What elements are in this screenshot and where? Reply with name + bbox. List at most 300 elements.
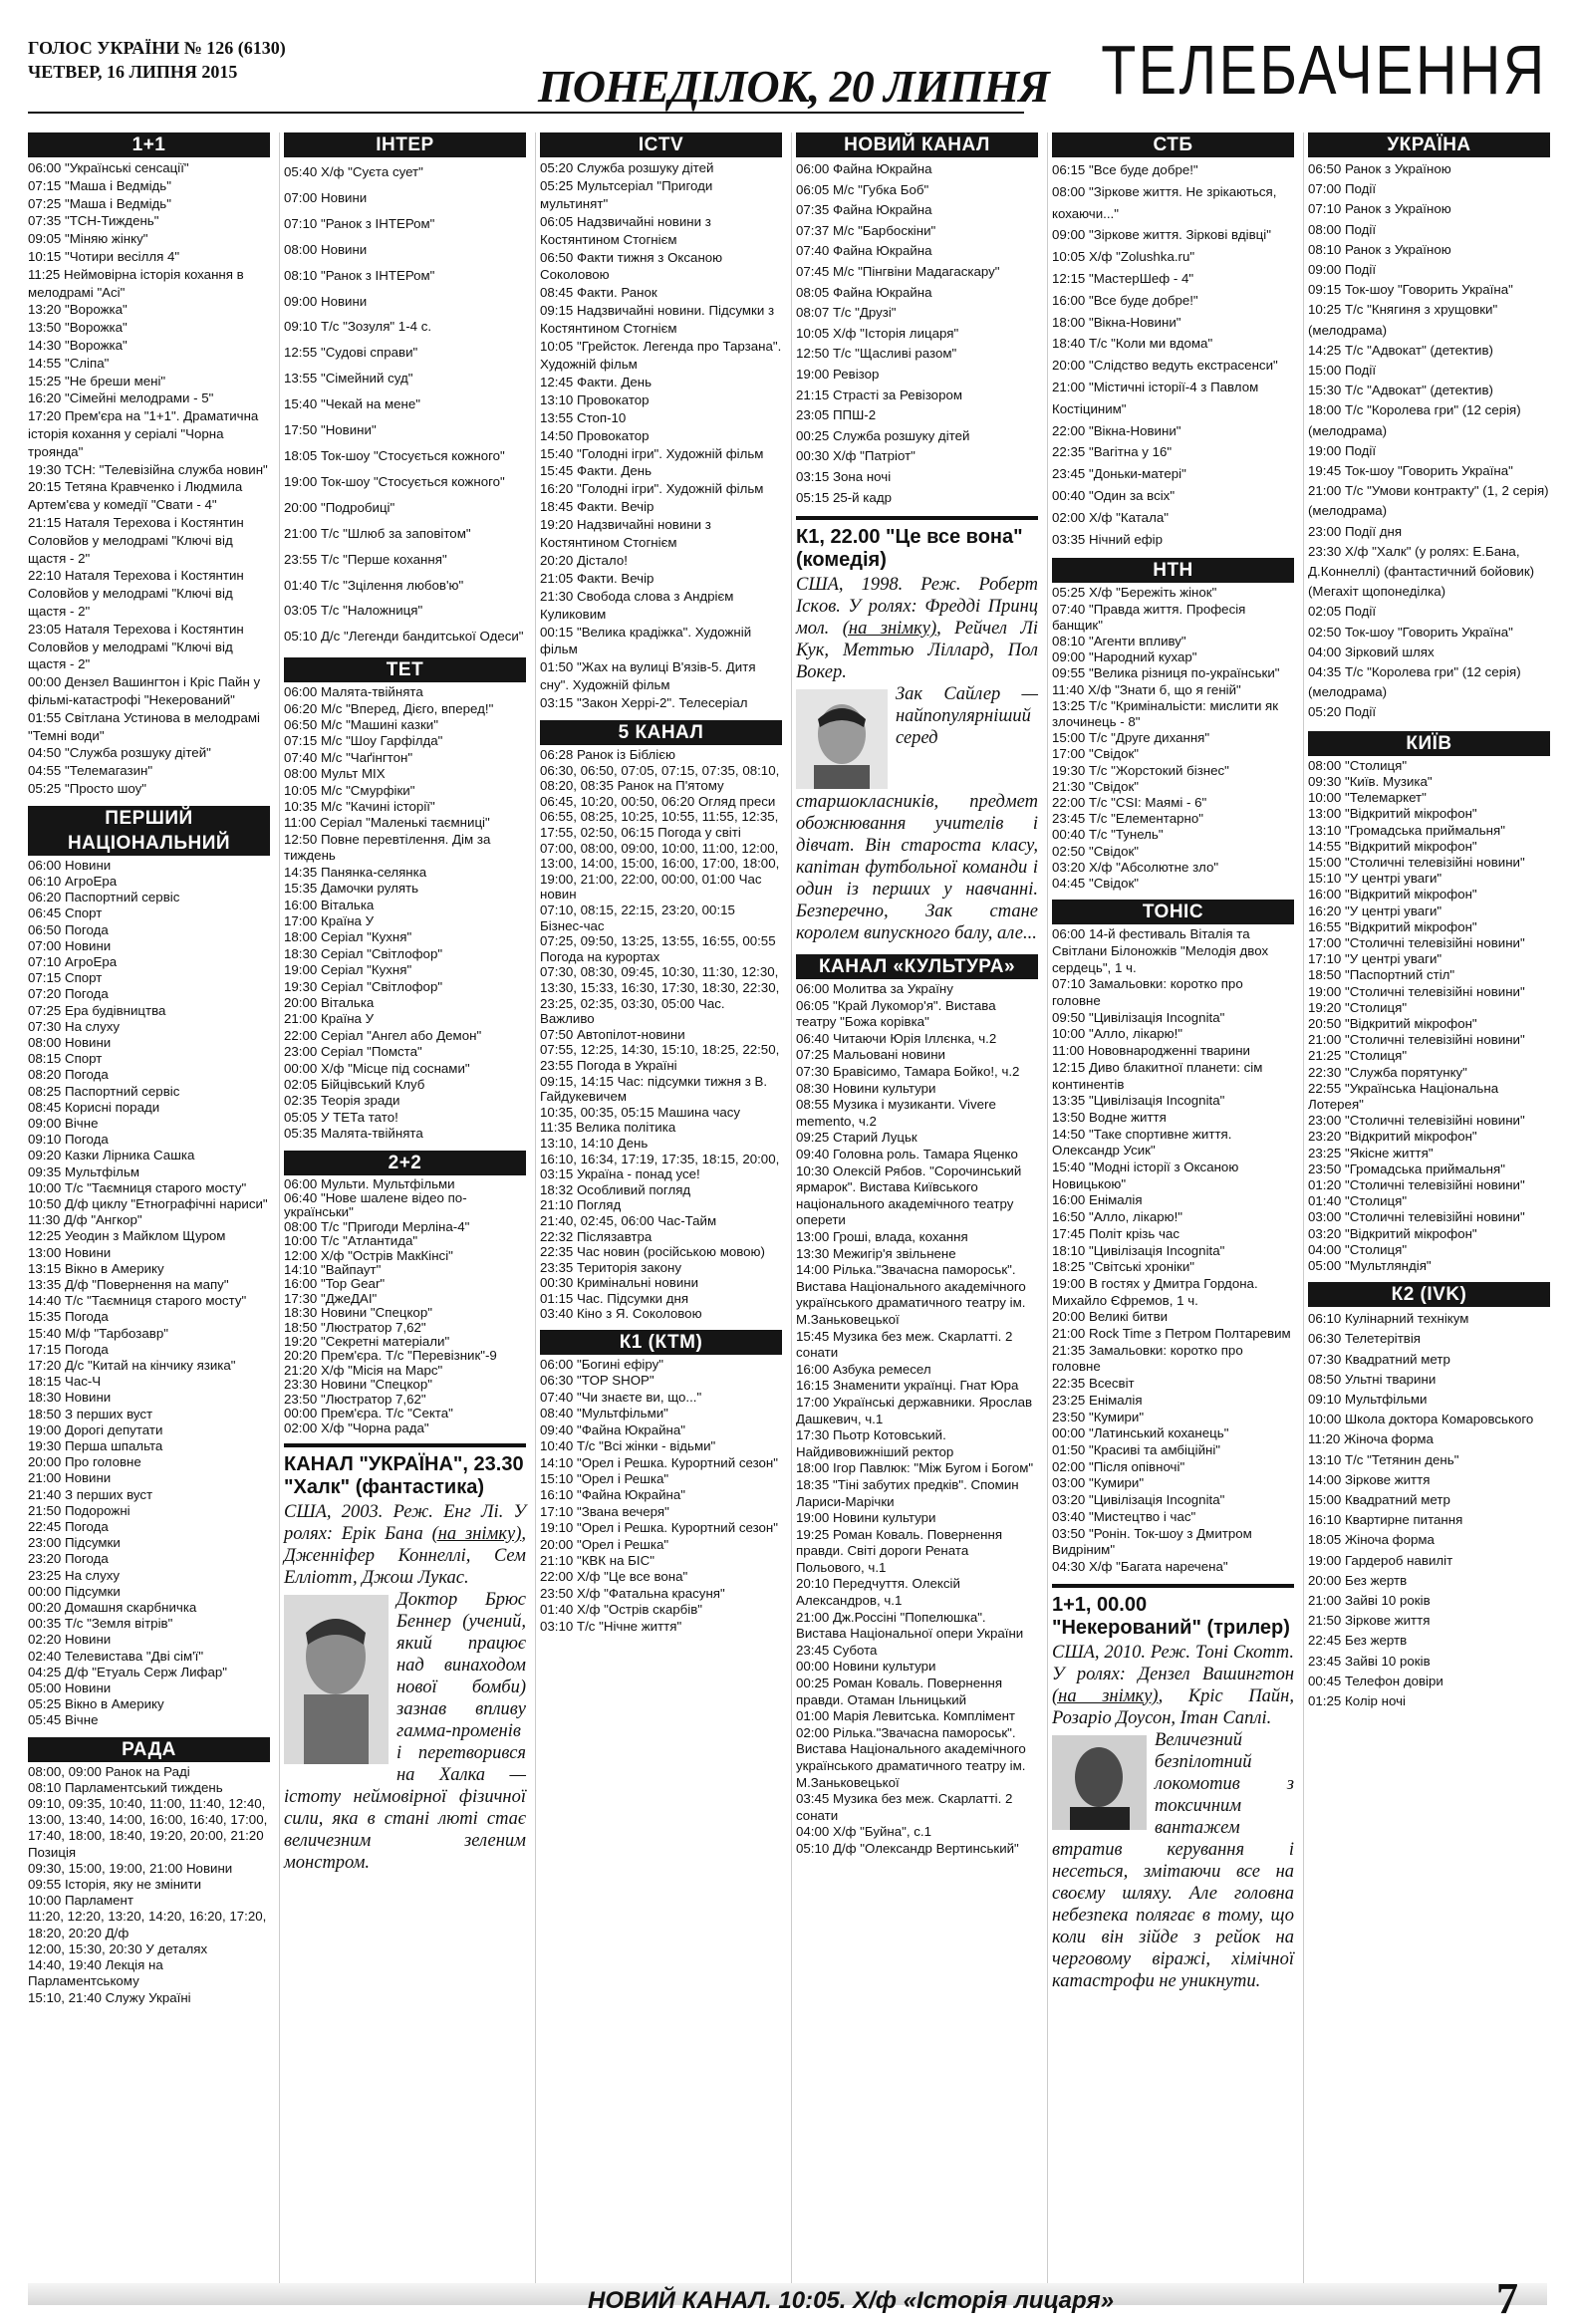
program-item: 21:00 Зайві 10 років [1308, 1593, 1431, 1609]
program-item: 09:55 "Велика різниця по-українськи" [1052, 665, 1280, 681]
program-item: 19:00 Дорогі депутати [28, 1421, 163, 1437]
program-item: 05:10 Д/с "Легенди бандитської Одеси" [284, 629, 524, 645]
program-item: 23:25 На слуху [28, 1567, 121, 1583]
program-item: 23:00 "Столичні телевізійні новини" [1308, 1113, 1525, 1129]
divider [791, 132, 792, 2284]
program-item: 08:30 Новини культури [796, 1080, 936, 1096]
program-item: 14:10 "Орел і Решка. Курортний сезон" [540, 1454, 778, 1470]
program-item: 17:50 "Новини" [284, 422, 377, 438]
header-rule [28, 112, 1024, 114]
channel-title: ТОНІС [1052, 900, 1294, 924]
program-item: 12:00 Х/ф "Острів МакКінсі" [284, 1247, 453, 1263]
program-item: 15:40 "Голодні ігри". Художній фільм [540, 445, 764, 461]
program-item: 14:35 Панянка-селянка [284, 864, 427, 880]
program-item: 08:40 "Мультфільми" [540, 1406, 668, 1421]
program-item: 07:40 "Чи знаєте ви, що..." [540, 1389, 702, 1405]
program-item: 10:00 Т/с "Таємниця старого мосту" [28, 1179, 247, 1195]
program-item: 08:55 Музика і музиканти. Vivere memento, ч.2 [796, 1097, 996, 1129]
channel-1plus1 [28, 132, 270, 798]
program-item: 18:00 "Вікна-Новини" [1052, 314, 1181, 330]
program-item: 16:15 Знаменити українці. Гнат Юра [796, 1378, 1019, 1394]
program-item: 03:35 Нічний ефір [1052, 531, 1164, 547]
program-item: 10:00 Парламент [28, 1893, 133, 1909]
program-item: 13:25 Т/с "Кримінальісти: мислити як злочинець - 8" [1052, 697, 1279, 729]
program-item: 02:00 Х/ф "Чорна рада" [284, 1420, 429, 1435]
channel-pershyi [28, 806, 270, 1729]
program-item: 21:50 Зіркове життя [1308, 1613, 1431, 1629]
program-item: 13:00 Новини [28, 1244, 112, 1260]
program-item: 11:00 Нововнародженні тварини [1052, 1043, 1250, 1059]
channel-title: ІНТЕР [284, 132, 526, 157]
program-item: 19:00 "Столичні телевізійні новини" [1308, 983, 1525, 999]
program-item: 14:55 "Сліпа" [28, 355, 110, 371]
program-item: 10:05 М/с "Смурфіки" [284, 782, 415, 798]
program-item: 21:00 Rock Time з Петром Полтаревим [1052, 1326, 1291, 1342]
program-item: 18:05 Жіноча форма [1308, 1532, 1435, 1548]
program-item: 10:00 "Телемаркет" [1308, 790, 1427, 806]
program-item: 11:35 Велика політика [540, 1120, 676, 1136]
program-item: 05:20 Події [1308, 704, 1377, 720]
program-item: 07:15 Спорт [28, 970, 103, 986]
program-item: 10:35, 00:35, 05:15 Машина часу [540, 1104, 741, 1120]
program-item: 21:05 Факти. Вечір [540, 570, 655, 586]
program-item: 17:10 "У центрі уваги" [1308, 951, 1442, 967]
program-item: 00:00 Підсумки [28, 1583, 121, 1599]
program-item: 00:30 Кримінальні новини [540, 1275, 699, 1291]
program-item: 00:35 Т/с "Земля вітрів" [28, 1616, 173, 1632]
program-item: 16:00 Віталька [284, 897, 375, 912]
program-item: 06:00 "Богині ефіру" [540, 1357, 663, 1373]
program-item: 10:05 Х/ф "Zolushka.ru" [1052, 249, 1195, 265]
program-item: 16:20 "Голодні ігри". Художній фільм [540, 481, 764, 497]
program-item: 14:50 "Таке спортивне життя. Олександр Усик" [1052, 1126, 1232, 1159]
program-item: 13:10, 14:10 День [540, 1135, 649, 1151]
program-list [1308, 1309, 1550, 1711]
feature-credits: США, 1998. Реж. Роберт Іскoв. У ролях: Фредді Принц мол. (на знімку), Рейчел Лі Кук, Меттью Ліллард, Пол Вокер. [796, 575, 1039, 683]
program-item: 21:15 Стрaсті за Ревізором [796, 387, 962, 402]
program-item: 13:10 "Громадська приймальня" [1308, 822, 1505, 838]
program-list [1308, 758, 1550, 1275]
channel-novyi [796, 132, 1038, 508]
program-item: 12:15 "МастерШеф - 4" [1052, 270, 1194, 286]
program-item: 02:50 "Свідок" [1052, 843, 1140, 859]
program-item: 14:00 Зіркове життя [1308, 1471, 1431, 1487]
program-item: 06:55, 08:25, 10:25, 10:55, 11:55, 12:35, 17:55, 02:50, 06:15 Погода у світі [540, 809, 779, 841]
program-item: 08:05 Файна Юкрайна [796, 284, 932, 300]
channel-title: СТБ [1052, 132, 1294, 157]
program-item: 08:50 Ультні тварини [1308, 1371, 1437, 1387]
program-item: 11:20 Жіноча форма [1308, 1431, 1434, 1447]
program-list [1308, 159, 1550, 723]
program-item: 06:05 М/с "Губка Боб" [796, 181, 929, 197]
program-item: 00:40 "Один за всіх" [1052, 487, 1176, 503]
program-item: 06:50 Ранок з Україною [1308, 161, 1451, 176]
program-item: 05:00 "Мультляндія" [1308, 1257, 1432, 1273]
program-item: 18:50 "Паспортний стіл" [1308, 967, 1455, 983]
program-item: 07:30 Квадратний метр [1308, 1351, 1450, 1367]
program-item: 09:30 "Київ. Музика" [1308, 773, 1433, 789]
program-list [1052, 159, 1294, 550]
program-item: 16:10, 16:34, 17:19, 17:35, 18:15, 20:00, 03:15 Україна - понад усе! [540, 1151, 780, 1182]
film-feature-unstoppable [1052, 1584, 1294, 1992]
program-item: 16:00 Азбука ремесел [796, 1361, 931, 1377]
program-item: 18:50 "Люстратор 7,62" [284, 1319, 426, 1335]
feature-description: Зак Сайлер — найпопулярніший серед старшокласників, предмет обожнювання учителів і дівчат. Він староста класу, капітан футбольної команди і один із перших у навчанні. Безперечно, Зак стане королем випускного балу, але... [796, 684, 1038, 944]
program-item: 04:00 Х/ф "Буйна", с.1 [796, 1824, 931, 1840]
program-item: 20:00 "Подробиці" [284, 499, 395, 515]
program-item: 13:35 "Цивілізація Incognita" [1052, 1093, 1225, 1109]
program-item: 22:55 "Українська Національна Лотерея" [1308, 1080, 1499, 1112]
program-item: 07:50 Автопілот-новини [540, 1026, 685, 1042]
program-item: 09:40 Головна роль. Тамара Яценко [796, 1147, 1018, 1162]
program-item: 09:00 Вічне [28, 1115, 99, 1131]
program-item: 07:00 Події [1308, 181, 1377, 197]
program-item: 12:50 Т/с "Щасливі разом" [796, 346, 957, 362]
column-6 [1308, 132, 1550, 1719]
program-list [540, 747, 782, 1322]
program-list [796, 981, 1038, 1857]
program-item: 08:10 "Агенти впливу" [1052, 633, 1186, 648]
divider [1047, 132, 1048, 2284]
program-item: 05:10 Д/ф "Олександр Вертинський" [796, 1840, 1019, 1856]
program-item: 08:20 Погода [28, 1067, 109, 1083]
program-item: 05:45 Вічне [28, 1712, 99, 1728]
program-item: 23:45 Т/с "Елементарно" [1052, 811, 1203, 827]
channel-stb [1052, 132, 1294, 550]
program-item: 19:00 Гардероб навиліт [1308, 1552, 1453, 1568]
program-item: 14:25 Т/с "Адвокат" (детектив) [1308, 342, 1493, 358]
program-item: 16:50 "Алло, лікарю!" [1052, 1209, 1183, 1225]
program-item: 10:00 Школа доктора Комаровського [1308, 1412, 1534, 1427]
program-item: 00:30 Х/ф "Патріот" [796, 448, 916, 464]
program-item: 08:00, 09:00 Ранок на Раді [28, 1763, 190, 1779]
program-item: 06:00 Файна Юкрайна [796, 161, 932, 176]
program-item: 23:50 Х/ф "Фатальна красуня" [540, 1585, 725, 1601]
channel-ntn [1052, 558, 1294, 892]
program-list [540, 1357, 782, 1635]
program-item: 22:45 Без жертв [1308, 1633, 1408, 1649]
footer-promo: НОВИЙ КАНАЛ. 10:05. Х/ф «Історія лицаря» [588, 2287, 1115, 2314]
page-header [28, 28, 1547, 120]
program-item: 21:20 Х/ф "Місія на Марс" [284, 1362, 443, 1378]
channel-title: УКРАЇНА [1308, 132, 1550, 157]
program-item: 10:05 "Грейсток. Легенда про Тарзана". Художній фільм [540, 339, 782, 372]
program-item: 07:00 Новини [284, 189, 368, 205]
program-item: 17:10 "Звана вечеря" [540, 1503, 669, 1519]
program-item: 06:20 Паспортний сервіс [28, 890, 180, 905]
program-item: 08:45 Факти. Ранок [540, 285, 657, 301]
program-item: 10:35 М/с "Качині історії" [284, 799, 435, 815]
channel-ukraina [1308, 132, 1550, 723]
film-feature-hulk [284, 1443, 526, 1874]
program-item: 14:30 "Ворожка" [28, 337, 128, 353]
program-item: 18:00 Т/с "Королева гри" (12 серія) (мелодрама) [1308, 402, 1521, 438]
program-item: 06:50 М/с "Машині казки" [284, 717, 438, 733]
program-item: 02:20 Новини [28, 1632, 112, 1648]
program-item: 20:15 Тетяна Кравченко і Людмила Артем'єва у комедії "Свати - 4" [28, 479, 243, 513]
program-item: 23:00 Події дня [1308, 523, 1403, 539]
program-item: 19:00 Ток-шоу "Стосується кожного" [284, 473, 505, 489]
program-item: 21:10 Погляд [540, 1197, 622, 1213]
program-item: 09:10, 09:35, 10:40, 11:00, 11:40, 12:40, 13:00, 13:40, 14:00, 16:00, 16:40, 17:00, 17:40, 18:00, 18:40, 19:20, 20:00, 21:20 Позиція [28, 1796, 268, 1860]
program-item: 02:05 Події [1308, 604, 1377, 620]
program-item: 23:05 ППШ-2 [796, 407, 877, 423]
channel-tonis [1052, 900, 1294, 1575]
program-item: 04:55 "Телемагазин" [28, 763, 153, 779]
program-item: 16:00 Енімалія [1052, 1192, 1143, 1208]
program-list [284, 1177, 526, 1435]
program-item: 04:50 "Служба розшуку дітей" [28, 745, 211, 761]
program-item: 15:00 Події [1308, 363, 1377, 379]
feature-description: Величезний безпілотний локомотив з токсичним вантажем втратив керування і несеться, змітаючи все на своєму шляху. Але головна небезпека полягає в тому, що коли він зійде з рейок на черговому віражі, хімічної катастрофи не уникнути. [1052, 1729, 1294, 1991]
program-item: 10:05 Х/ф "Історія лицаря" [796, 325, 959, 341]
program-item: 00:45 Телефон довіри [1308, 1673, 1443, 1688]
program-item: 09:05 "Міняю жінку" [28, 231, 148, 247]
channel-title: ПЕРШИЙ НАЦІОНАЛЬНИЙ [28, 806, 270, 856]
program-item: 07:10 Ранок з Україною [1308, 201, 1451, 217]
program-list [28, 1764, 270, 2006]
program-item: 12:00, 15:30, 20:30 У деталях [28, 1940, 208, 1956]
channel-inter [284, 132, 526, 649]
program-item: 07:15 М/с "Шоу Гарфілда" [284, 733, 443, 749]
divider [279, 132, 280, 2284]
program-item: 08:10 "Ранок з ІНТЕРом" [284, 267, 435, 283]
channel-kultura [796, 954, 1038, 1857]
program-item: 07:15 "Маша і Ведмідь" [28, 177, 171, 193]
program-item: 23:45 Субота [796, 1642, 878, 1658]
program-item: 21:10 "КВК на БІС" [540, 1552, 655, 1568]
program-item: 23:30 Х/ф "Халк" (у ролях: Е.Бана, Д.Коннеллі) (фантастичний бойовик) (Мегахіт щопонеділка) [1308, 543, 1535, 600]
program-item: 13:10 Т/с "Тетянин день" [1308, 1451, 1459, 1467]
program-item: 18:40 Т/с "Коли ми вдома" [1052, 336, 1213, 352]
program-item: 23:20 Погода [28, 1551, 109, 1567]
program-item: 00:20 Домашня скарбничка [28, 1600, 197, 1616]
program-item: 10:40 Т/с "Всі жінки - відьми" [540, 1438, 716, 1454]
program-item: 06:00 "Українські сенсації" [28, 160, 189, 175]
program-item: 19:30 ТСН: "Телевізійна служба новин" [28, 461, 268, 477]
program-item: 06:05 "Край Лукомор'я". Вистава театру "Божа корівка" [796, 997, 996, 1030]
program-item: 02:40 Телевистава "Дві сім'ї" [28, 1648, 204, 1664]
section-title: ТЕЛЕБАЧЕННЯ [1101, 31, 1547, 109]
program-item: 08:00 "Зіркове життя. Не зрікаються, кохаючи..." [1052, 183, 1277, 221]
program-item: 06:45, 10:20, 00:50, 06:20 Огляд преси [540, 793, 776, 809]
page-number: 7 [1496, 2274, 1518, 2323]
program-item: 08:00 Події [1308, 221, 1377, 237]
channel-title: 1+1 [28, 132, 270, 157]
program-item: 16:10 "Файна Юкрайна" [540, 1487, 685, 1503]
program-item: 10:00 "Алло, лікарю!" [1052, 1026, 1183, 1042]
feature-title: 1+1, 00.00 "Некерований" (трилер) [1052, 1593, 1290, 1639]
program-item: 07:25, 09:50, 13:25, 13:55, 16:55, 00:55 Погода на курортах [540, 933, 776, 964]
program-item: 00:00 Дензел Вашингтон і Кріс Пайн у фільмі-катастрофі "Некерований" [28, 674, 261, 707]
program-item: 05:40 Х/ф "Суєта сует" [284, 164, 423, 179]
program-item: 09:00 Події [1308, 262, 1377, 278]
program-item: 02:00 Рілька."Звачасна пaмороськ". Вистава Національного академічного українського драматичного театру ім. М.Заньковецької [796, 1724, 1026, 1790]
program-item: 16:00 "Top Gear" [284, 1276, 386, 1292]
program-item: 09:25 Старий Луцьк [796, 1130, 917, 1146]
program-item: 18:30 Новини "Спецкор" [284, 1305, 432, 1321]
program-item: 10:50 Д/ф циклу "Етнографічні нариси" [28, 1195, 268, 1211]
program-item: 03:05 Т/с "Наложниця" [284, 603, 423, 619]
program-item: 20:50 "Відкритий мікрофон" [1308, 1015, 1477, 1031]
program-item: 01:40 Т/с "Зцілення любов'ю" [284, 577, 464, 593]
channel-title: 2+2 [284, 1151, 526, 1175]
program-list [28, 159, 270, 798]
program-item: 18:00 Ігор Павлюк: "Між Бугом і Богом" [796, 1460, 1034, 1476]
program-item: 20:00 Великі битви [1052, 1309, 1169, 1325]
program-item: 09:35 Мультфільм [28, 1163, 140, 1179]
program-item: 09:10 Т/с "Зозуля" 1-4 с. [284, 319, 432, 335]
column-5 [1052, 132, 1294, 1992]
program-item: 18:00 Серіал "Кухня" [284, 929, 412, 945]
channel-2plus2 [284, 1151, 526, 1435]
program-item: 01:15 Час. Підсумки дня [540, 1290, 689, 1306]
program-item: 02:00 Х/ф "Катала" [1052, 509, 1169, 525]
program-item: 11:20, 12:20, 13:20, 14:20, 16:20, 17:20, 18:20, 20:20 Д/ф [28, 1909, 267, 1940]
program-item: 12:25 Уеодин з Майклом Щуром [28, 1228, 226, 1244]
program-item: 22:30 "Служба порятунку" [1308, 1064, 1467, 1080]
program-item: 21:00 Країна У [284, 1011, 375, 1027]
program-item: 23:25 "Якісне життя" [1308, 1145, 1434, 1161]
channel-title: КАНАЛ «КУЛЬТУРА» [796, 954, 1038, 979]
program-item: 17:45 Політ крізь час [1052, 1225, 1179, 1241]
program-list [284, 159, 526, 649]
program-item: 01:25 Колір ночі [1308, 1693, 1406, 1709]
program-item: 15:45 Факти. День [540, 463, 653, 479]
column-1 [28, 132, 270, 2014]
program-item: 12:50 Повне перевтілення. Дім за тиждень [284, 831, 491, 864]
program-item: 06:15 "Все буде добре!" [1052, 162, 1198, 177]
program-item: 20:00 Без жертв [1308, 1572, 1408, 1588]
program-item: 21:00 "Містичні історії-4 з Павлом Костіциним" [1052, 379, 1259, 416]
program-item: 06:00 Молитва за Україну [796, 981, 953, 997]
program-item: 14:40 Т/с "Таємниця старого мосту" [28, 1293, 247, 1309]
program-item: 01:40 "Столиця" [1308, 1193, 1408, 1209]
program-item: 07:10 АгроЕра [28, 953, 118, 969]
program-item: 14:50 Провокатор [540, 427, 650, 443]
program-item: 10:15 "Чотири весілля 4" [28, 248, 180, 264]
program-item: 07:55, 12:25, 14:30, 15:10, 18:25, 22:50, 23:55 Погода в Україні [540, 1042, 780, 1073]
program-item: 03:00 "Столичні телевізійні новини" [1308, 1209, 1525, 1225]
program-item: 09:10 Мультфільми [1308, 1392, 1428, 1407]
program-item: 17:20 Д/с "Китай на кінчику язика" [28, 1357, 236, 1373]
program-item: 09:55 Історія, яку не змінити [28, 1877, 202, 1893]
program-item: 05:15 25-й кадр [796, 489, 892, 505]
program-item: 15:10 "Орел і Решка" [540, 1470, 669, 1486]
program-item: 15:40 М/ф "Тарбозавр" [28, 1325, 168, 1341]
program-item: 06:28 Ранок із Біблією [540, 747, 675, 763]
divider [1303, 132, 1304, 2284]
program-item: 07:40 Файна Юкрайна [796, 243, 932, 259]
program-item: 21:35 Замальовки: коротко про головне [1052, 1342, 1243, 1375]
program-item: 15:00 Квадратний метр [1308, 1492, 1450, 1508]
program-item: 13:00 Гроші, влада, кохання [796, 1229, 968, 1244]
program-item: 19:30 Перша шпальта [28, 1438, 163, 1453]
program-list [796, 159, 1038, 508]
program-item: 11:25 Неймовірна історія кохання в мелодрамі "Асі" [28, 266, 244, 300]
program-item: 07:45 М/с "Пінгвіни Мадагаскару" [796, 263, 1000, 279]
program-item: 16:10 Квартирне питання [1308, 1512, 1463, 1528]
program-item: 12:15 Диво блакитної планети: сім континентів [1052, 1059, 1263, 1092]
program-item: 09:10 Погода [28, 1132, 109, 1148]
program-item: 06:00 Малята-твійнята [284, 684, 423, 700]
program-item: 09:00 Новини [284, 293, 368, 309]
program-item: 06:45 Спорт [28, 905, 103, 921]
program-item: 19:00 Новини культури [796, 1510, 936, 1526]
program-item: 00:25 Роман Коваль. Повернення правди. Отаман Ільницький [796, 1676, 1003, 1707]
program-item: 07:35 Файна Юкрайна [796, 202, 932, 218]
program-item: 18:50 З перших вуст [28, 1406, 153, 1421]
program-item: 00:40 Т/с "Тунель" [1052, 827, 1164, 843]
program-item: 23:50 "Кумири" [1052, 1409, 1145, 1424]
program-item: 10:30 Олексій Рябов. "Сорочинський ярмарок". Вистава Київського національного академічного театру оперети [796, 1162, 1022, 1228]
program-item: 08:45 Корисні поради [28, 1099, 160, 1115]
program-item: 19:20 Надзвичайні новини з Костянтином Стогнієм [540, 517, 711, 551]
program-item: 15:10 "У центрі уваги" [1308, 871, 1442, 887]
channel-title: К2 (IVK) [1308, 1282, 1550, 1307]
program-item: 08:10 Парламентський тиждень [28, 1779, 223, 1795]
program-item: 19:20 "Секретні матеріали" [284, 1334, 450, 1350]
program-item: 03:20 "Відкритий мікрофон" [1308, 1225, 1477, 1241]
program-item: 18:32 Особливий погляд [540, 1181, 691, 1197]
program-item: 01:50 "Красиві та амбіційні" [1052, 1442, 1221, 1457]
feature-credits: США, 2010. Реж. Тоні Скотт. У ролях: Дензел Вашингтон (на знімку), Кріс Пайн, Розаріо Доусон, Ітан Саплі. [1052, 1642, 1294, 1728]
program-item: 07:20 Погода [28, 986, 109, 1002]
program-item: 14:55 "Відкритий мікрофон" [1308, 838, 1477, 854]
program-item: 07:00 Новини [28, 937, 112, 953]
program-item: 22:00 "Вікна-Новини" [1052, 422, 1181, 438]
program-item: 06:20 М/с "Вперед, Дієго, вперед!" [284, 700, 494, 716]
issue-number: ГОЛОС УКРАЇНИ № 126 (6130) [28, 38, 286, 58]
program-item: 06:30 "TOP SHOP" [540, 1373, 655, 1389]
program-item: 21:30 Свобода слова з Андрієм Куликовим [540, 588, 734, 622]
program-item: 20:00 "Слідство ведуть екстрасенси" [1052, 358, 1278, 374]
channel-title: НОВИЙ КАНАЛ [796, 132, 1038, 157]
film-still-photo [796, 689, 888, 789]
issue-info [28, 36, 286, 84]
program-item: 03:40 "Мистецтво і час" [1052, 1508, 1196, 1524]
program-item: 11:30 Д/ф "Ангкор" [28, 1212, 142, 1228]
program-item: 23:00 Підсумки [28, 1535, 121, 1551]
program-item: 08:00 Т/с "Пригоди Мерліна-4" [284, 1218, 470, 1234]
program-item: 07:30 Бравісимо, Тамара Бойко!, ч.2 [796, 1064, 1020, 1080]
channel-title: ICTV [540, 132, 782, 157]
program-item: 21:25 "Столиця" [1308, 1048, 1408, 1064]
program-item: 03:40 Кіно з Я. Соколовою [540, 1306, 702, 1322]
program-item: 07:10 Замальовки: коротко про головне [1052, 976, 1243, 1009]
program-item: 07:35 "ТСН-Тиждень" [28, 213, 159, 229]
program-item: 23:50 "Люстратор 7,62" [284, 1391, 426, 1407]
feature-credits: США, 2003. Реж. Енг Лі. У ролях: Ерік Бана (на знімку), Дженніфер Коннеллі, Сем Еллiотт, Джош Лукас. [284, 1501, 527, 1588]
program-item: 08:00 Новини [28, 1034, 112, 1050]
program-item: 06:05 Надзвичайні новини з Костянтином Стогнієм [540, 213, 711, 247]
program-list [284, 684, 526, 1142]
program-item: 07:10, 08:15, 22:15, 23:20, 00:15 Бізнес-час [540, 903, 735, 933]
program-item: 23:00 Серіал "Помста" [284, 1044, 422, 1060]
program-item: 09:15, 14:15 Час: підсумки тижня з В. Гайдукевичем [540, 1073, 768, 1105]
program-item: 14:00 Рілька."Звачасна пaмороськ". Вистава Національного академічного українського драматичного театру ім. М.Заньковецької [796, 1262, 1026, 1327]
channel-k2ivk [1308, 1282, 1550, 1711]
program-item: 19:00 В гостях у Дмитра Гордона. Михайло Єфремов, 1 ч. [1052, 1275, 1258, 1308]
program-item: 12:55 "Судові справи" [284, 345, 418, 361]
program-item: 22:45 Погода [28, 1519, 109, 1535]
program-item: 13:00 "Відкритий мікрофон" [1308, 806, 1477, 822]
program-item: 09:50 "Цивілізація Incognita" [1052, 1009, 1225, 1025]
program-item: 23:35 Територія закону [540, 1259, 681, 1275]
program-item: 03:10 Т/с "Нічне життя" [540, 1618, 682, 1634]
program-item: 03:20 Х/ф "Абсолютне зло" [1052, 859, 1219, 875]
schedule-date: ПОНЕДІЛОК, 20 ЛИПНЯ [538, 61, 1049, 112]
